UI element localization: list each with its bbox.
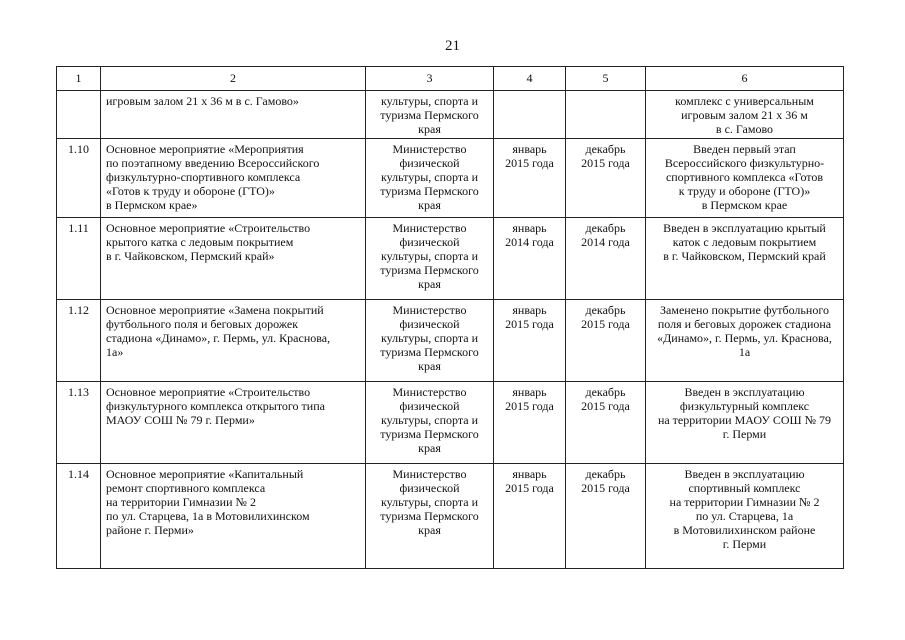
activity-name: Основное мероприятие «Капитальный ремонт спортивного комплекса на территории Гимназии № 2 по ул. Старцева, 1а в Мотовилихинском районе г. Перми» [101,464,366,569]
executor: Министерство физической культуры, спорта и туризма Пермского края [366,382,494,464]
end-date: декабрь 2015 года [566,382,646,464]
end-date: декабрь 2015 года [566,139,646,218]
page-number: 21 [445,38,460,54]
table-row [57,91,844,139]
program-table [56,66,844,569]
activity-name: Основное мероприятие «Строительство физкультурного комплекса открытого типа МАОУ СОШ № 79 г. Перми» [101,382,366,464]
row-number: 1.10 [57,139,101,218]
start-date: январь 2015 года [494,300,566,382]
end-date: декабрь 2014 года [566,218,646,300]
executor: Министерство физической культуры, спорта и туризма Пермского края [366,218,494,300]
column-header-4: 4 [494,67,566,91]
row-number: 1.11 [57,218,101,300]
start-date [494,91,566,139]
column-header-2: 2 [101,67,366,91]
start-date: январь 2015 года [494,464,566,569]
activity-name: Основное мероприятие «Строительство крытого катка с ледовым покрытием в г. Чайковском, Пермский край» [101,218,366,300]
table-row [57,382,844,464]
row-number: 1.14 [57,464,101,569]
activity-name: Основное мероприятие «Замена покрытий футбольного поля и беговых дорожек стадиона «Динамо», г. Пермь, ул. Краснова, 1а» [101,300,366,382]
activity-name: Основное мероприятие «Мероприятия по поэтапному введению Всероссийского физкультурно-спортивного комплекса «Готов к труду и обороне (ГТО)» в Пермском крае» [101,139,366,218]
column-header-1: 1 [57,67,101,91]
expected-result: Введен первый этап Всероссийского физкультурно- спортивного комплекса «Готов к труду и обороне (ГТО)» в Пермском крае [646,139,844,218]
executor: Министерство физической культуры, спорта и туризма Пермского края [366,139,494,218]
start-date: январь 2015 года [494,139,566,218]
row-number [57,91,101,139]
start-date: январь 2015 года [494,382,566,464]
executor: культуры, спорта и туризма Пермского края [366,91,494,139]
header-row [57,67,844,91]
expected-result: Введен в эксплуатацию спортивный комплекс на территории Гимназии № 2 по ул. Старцева, 1а в Мотовилихинском районе г. Перми [646,464,844,569]
expected-result: Заменено покрытие футбольного поля и беговых дорожек стадиона «Динамо», г. Пермь, ул. Краснова, 1а [646,300,844,382]
executor: Министерство физической культуры, спорта и туризма Пермского края [366,300,494,382]
expected-result: Введен в эксплуатацию крытый каток с ледовым покрытием в г. Чайковском, Пермский край [646,218,844,300]
column-header-5: 5 [566,67,646,91]
row-number: 1.12 [57,300,101,382]
column-header-6: 6 [646,67,844,91]
end-date [566,91,646,139]
end-date: декабрь 2015 года [566,464,646,569]
table-row [57,300,844,382]
table-row [57,139,844,218]
end-date: декабрь 2015 года [566,300,646,382]
row-number: 1.13 [57,382,101,464]
expected-result: Введен в эксплуатацию физкультурный комплекс на территории МАОУ СОШ № 79 г. Перми [646,382,844,464]
expected-result: комплекс с универсальным игровым залом 21 х 36 м в с. Гамово [646,91,844,139]
activity-name: игровым залом 21 х 36 м в с. Гамово» [101,91,366,139]
start-date: январь 2014 года [494,218,566,300]
column-header-3: 3 [366,67,494,91]
executor: Министерство физической культуры, спорта и туризма Пермского края [366,464,494,569]
table-row [57,218,844,300]
table-row [57,464,844,569]
